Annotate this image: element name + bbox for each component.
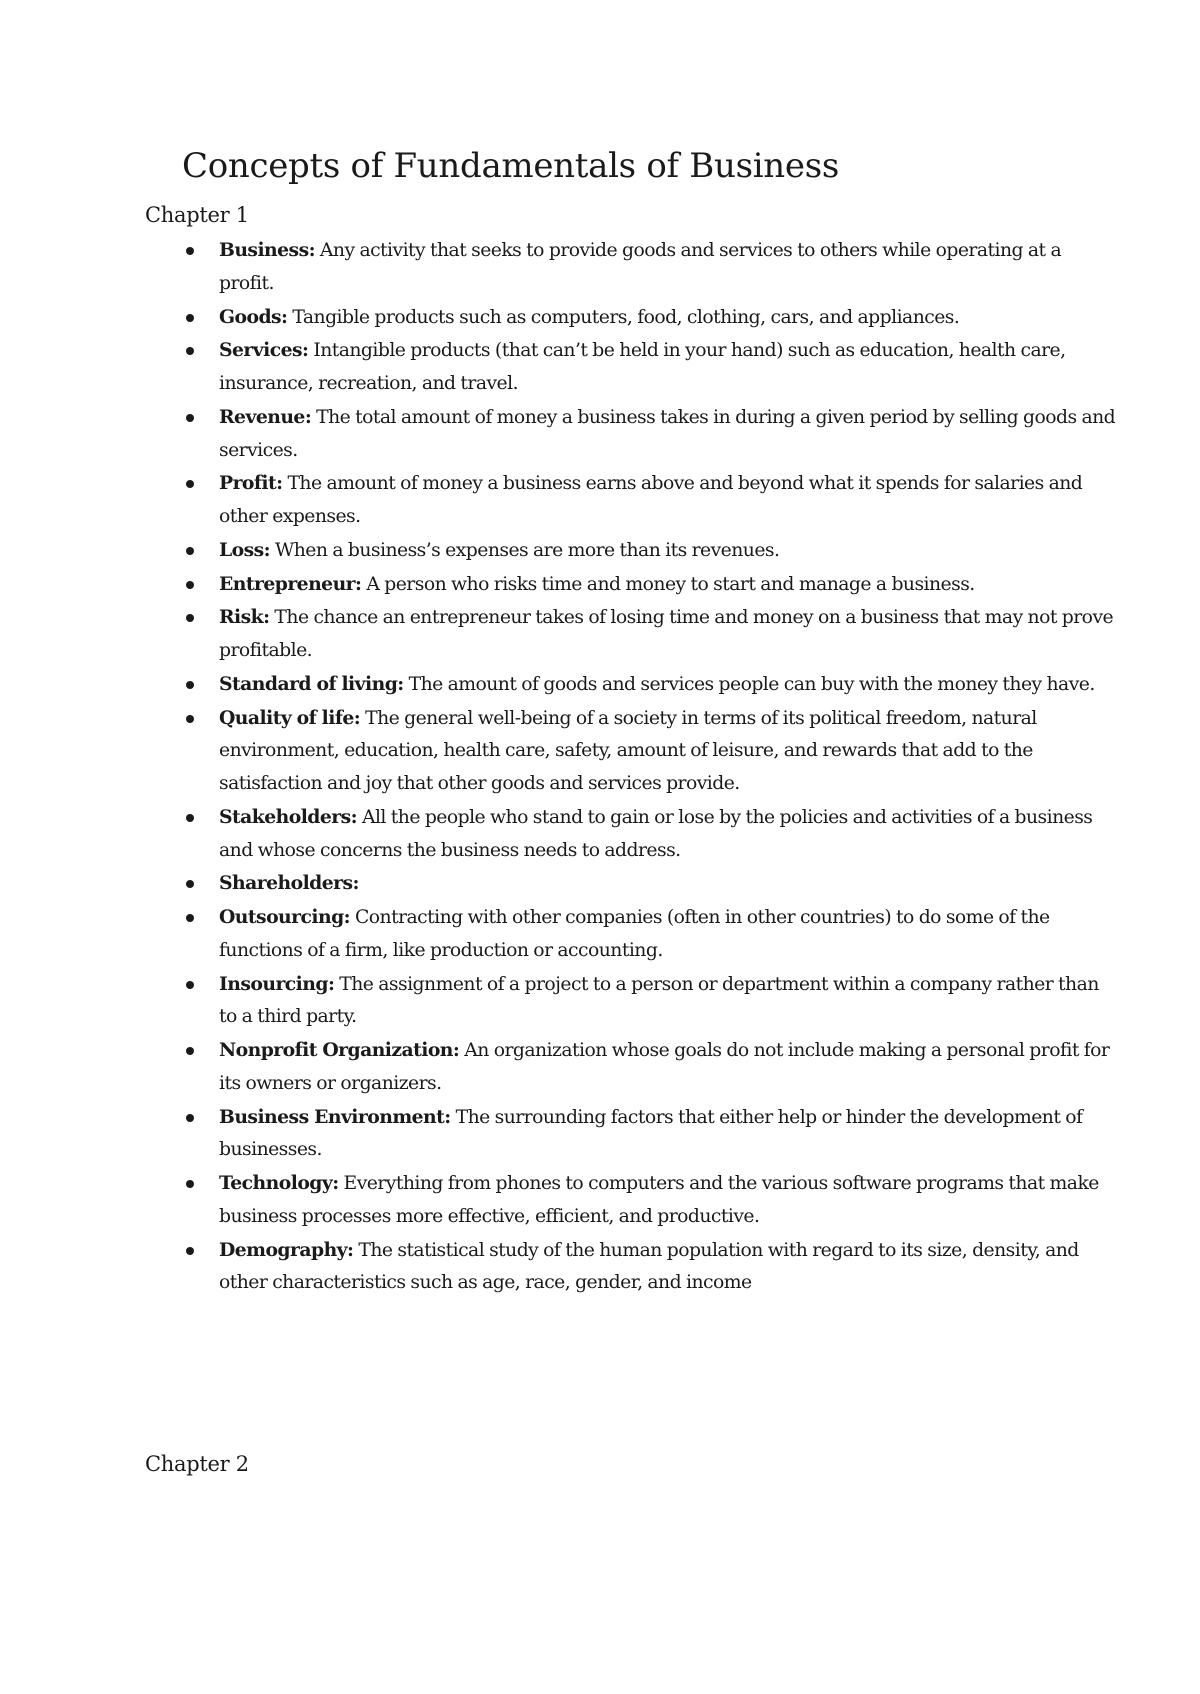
list-item: [219, 702, 1119, 801]
term-name: Profit:: [219, 472, 283, 495]
term-definition: Any activity that seeks to provide goods and services to others while operating at a profit.: [219, 240, 1062, 294]
term-name: Business Environment:: [219, 1105, 451, 1128]
bullet-icon: [186, 547, 194, 555]
page-title: Concepts of Fundamentals of Business: [182, 146, 840, 186]
term-name: Loss:: [219, 538, 271, 561]
bullet-icon: [186, 880, 194, 888]
bullet-icon: [186, 1247, 194, 1255]
chapter-1-heading: Chapter 1: [145, 203, 249, 227]
term-name: Nonprofit Organization:: [219, 1039, 460, 1061]
bullet-icon: [186, 581, 194, 589]
term-name: Risk:: [219, 606, 270, 629]
list-item: [219, 334, 1119, 401]
term-name: Goods:: [219, 305, 288, 328]
bullet-icon: [186, 1114, 194, 1122]
term-name: Shareholders:: [219, 872, 359, 895]
list-item: [219, 1101, 1119, 1168]
term-name: Outsourcing:: [219, 906, 351, 928]
term-definition: Contracting with other companies (often in other countries) to do some of the functions of a firm, like production or accounting.: [219, 907, 1050, 961]
term-name: Services:: [219, 339, 309, 362]
list-item: [219, 867, 1119, 901]
bullet-icon: [186, 480, 194, 488]
list-item: [219, 568, 1119, 602]
term-definition: An organization whose goals do not include making a personal profit for its owners or organizers.: [219, 1040, 1110, 1094]
bullet-icon: [186, 347, 194, 355]
term-name: Standard of living:: [219, 672, 404, 695]
term-definition: A person who risks time and money to start and manage a business.: [361, 573, 975, 595]
list-item: [219, 534, 1119, 568]
term-definition: The general well-being of a society in terms of its political freedom, natural environment, education, health care, safety, amount of leisure, and rewards that add to the satisfaction and joy that other goods and services provide.: [219, 707, 1037, 794]
bullet-icon: [186, 414, 194, 422]
term-name: Entrepreneur:: [219, 572, 362, 595]
term-definition: Intangible products (that can’t be held in your hand) such as education, health care, insurance, recreation, and travel.: [219, 340, 1066, 394]
term-name: Insourcing:: [219, 972, 335, 995]
bullet-icon: [186, 247, 194, 255]
term-name: Demography:: [219, 1238, 354, 1261]
list-item: [219, 1034, 1119, 1101]
term-definition: The amount of money a business earns above and beyond what it spends for salaries and other expenses.: [219, 473, 1083, 527]
list-item: [219, 601, 1119, 668]
chapter-2-heading: Chapter 2: [145, 1452, 249, 1476]
term-list: [219, 234, 1119, 1300]
term-definition: When a business’s expenses are more than its revenues.: [270, 539, 780, 561]
bullet-icon: [186, 681, 194, 689]
list-item: [219, 301, 1119, 335]
list-item: [219, 901, 1119, 968]
term-name: Technology:: [219, 1172, 339, 1194]
bullet-icon: [186, 614, 194, 622]
bullet-icon: [186, 715, 194, 723]
bullet-icon: [186, 1180, 194, 1188]
term-definition: The chance an entrepreneur takes of losing time and money on a business that may not prove profitable.: [219, 607, 1114, 661]
list-item: [219, 1167, 1119, 1234]
bullet-icon: [186, 814, 194, 822]
term-definition: The surrounding factors that either help or hinder the development of businesses.: [219, 1106, 1083, 1161]
term-name: Stakeholders:: [219, 805, 358, 828]
list-item: [219, 801, 1119, 868]
list-item: [219, 467, 1119, 534]
list-item: [219, 668, 1119, 702]
list-item: [219, 1234, 1119, 1301]
list-item: [219, 401, 1119, 468]
term-name: Quality of life:: [219, 706, 361, 729]
list-item: [219, 234, 1119, 301]
list-item: [219, 968, 1119, 1035]
bullet-icon: [186, 981, 194, 989]
term-definition: The assignment of a project to a person or department within a company rather than to a third party.: [219, 973, 1099, 1028]
term-definition: Tangible products such as computers, food, clothing, cars, and appliances.: [287, 306, 960, 328]
term-definition: All the people who stand to gain or lose by the policies and activities of a business and whose concerns the business needs to address.: [219, 806, 1093, 861]
term-definition: Everything from phones to computers and the various software programs that make business processes more effective, efficient, and productive.: [219, 1173, 1099, 1227]
bullet-icon: [186, 914, 194, 922]
term-definition: The statistical study of the human population with regard to its size, density, and other characteristics such as age, race, gender, and income: [219, 1239, 1079, 1294]
term-name: Revenue:: [219, 405, 312, 428]
term-name: Business:: [219, 239, 315, 261]
term-definition: The total amount of money a business takes in during a given period by selling goods and services.: [219, 406, 1116, 461]
bullet-icon: [186, 1047, 194, 1055]
bullet-icon: [186, 314, 194, 322]
term-definition: The amount of goods and services people can buy with the money they have.: [403, 673, 1095, 695]
